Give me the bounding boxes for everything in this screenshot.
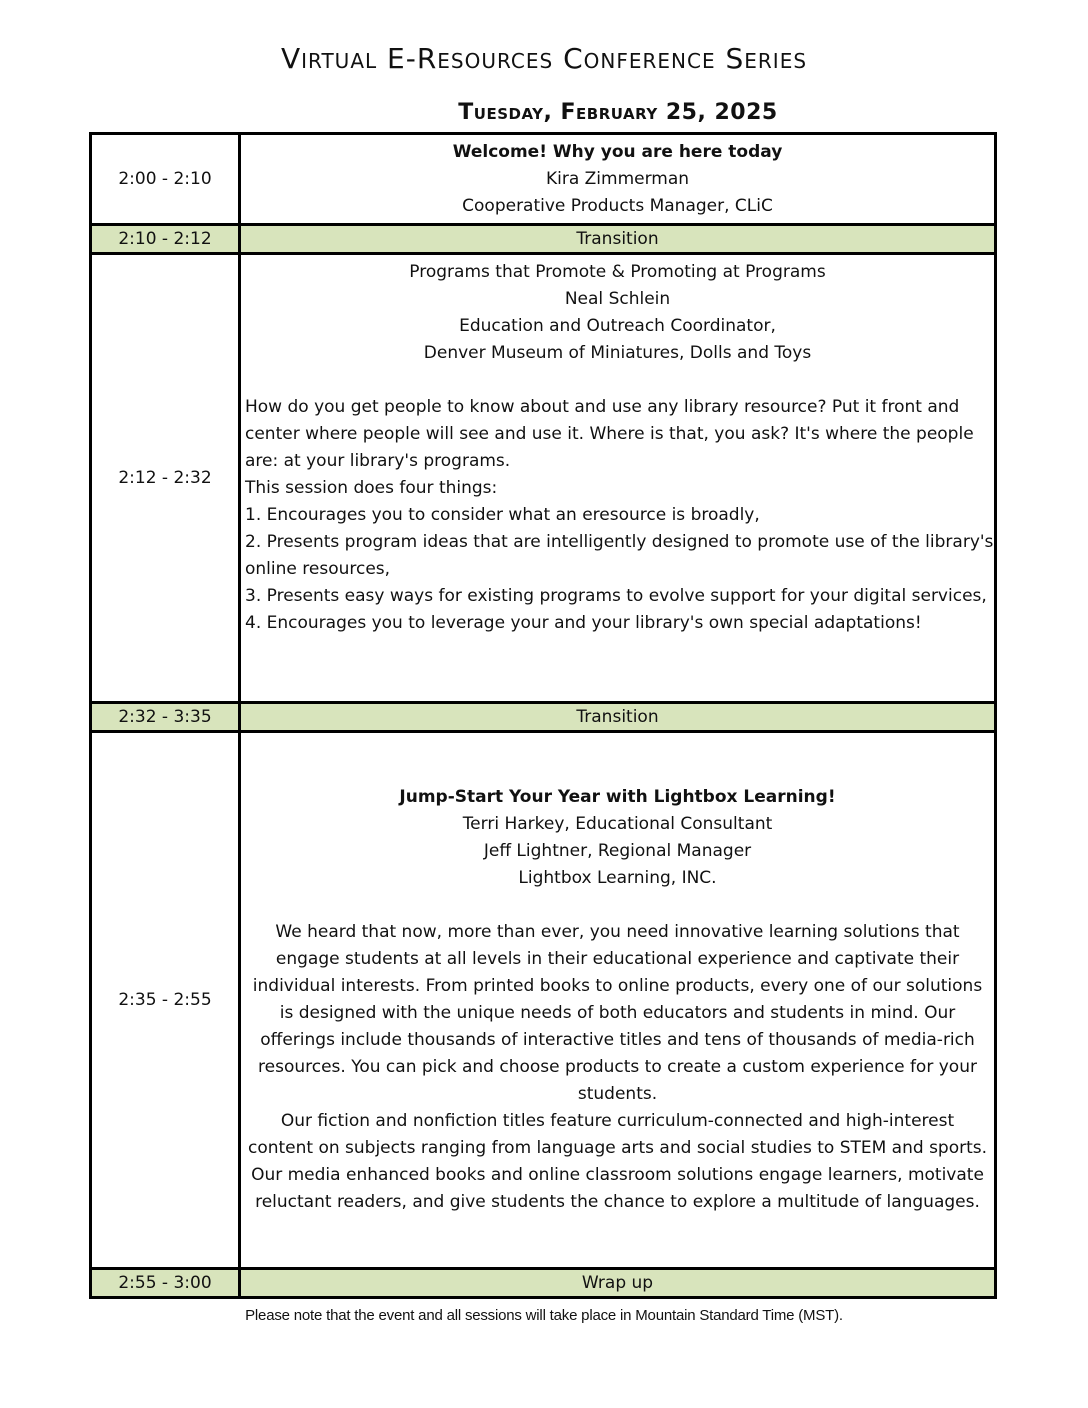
session-description: Our fiction and nonfiction titles feature curriculum-connected and high-interest content on subjects ranging from language arts and social studies to STEM and sports. Our media enhanced books and online classroom solutions engage learners, motivate reluctant readers, and give students the chance to explore a multitude of languages. — [247, 1111, 988, 1212]
session-point: 2. Presents program ideas that are intelligently designed to promote use of the library's online resources, — [245, 532, 994, 579]
session-speaker: Jeff Lightner, Regional Manager — [483, 841, 752, 861]
session-speaker-organization: Denver Museum of Miniatures, Dolls and Toys — [423, 343, 812, 363]
session-row-welcome — [91, 134, 996, 225]
session-intro: This session does four things: — [245, 478, 498, 498]
session-title: Welcome! Why you are here today — [452, 141, 783, 162]
spacer — [247, 892, 988, 919]
session-title: Programs that Promote & Promoting at Programs — [409, 262, 826, 282]
schedule-table — [89, 132, 997, 1299]
session-speaker: Terri Harkey, Educational Consultant — [462, 814, 773, 834]
session-description: We heard that now, more than ever, you need innovative learning solutions that engage students at all levels in their educational experience and captivate their individual interests. From printed books to online products, every one of our solutions is designed with the unique needs of both educators and students in mind. Our offerings include thousands of interactive titles and tens of thousands of media-rich resources. You can pick and choose products to create a custom experience for your students. — [252, 922, 983, 1104]
session-time: 2:35 - 2:55 — [91, 732, 240, 1269]
wrap-up-row — [91, 1269, 996, 1298]
session-speaker: Kira Zimmerman — [545, 168, 690, 189]
session-speaker: Neal Schlein — [564, 289, 671, 309]
event-date: Tuesday, February 25, 2025 — [458, 100, 778, 125]
transition-label: Transition — [240, 225, 996, 254]
session-speaker-role: Cooperative Products Manager, CLiC — [462, 195, 773, 216]
session-time: 2:12 - 2:32 — [91, 254, 240, 703]
session-details — [240, 732, 996, 1269]
session-point: 3. Presents easy ways for existing programs to evolve support for your digital services, — [245, 586, 987, 606]
session-company: Lightbox Learning, INC. — [518, 868, 717, 888]
wrap-up-time: 2:55 - 3:00 — [91, 1269, 240, 1298]
spacer — [241, 367, 994, 394]
session-point: 4. Encourages you to leverage your and your library's own special adaptations! — [245, 613, 922, 633]
timezone-note: Please note that the event and all sessions will take place in Mountain Standard Time (MST). — [245, 1307, 843, 1324]
document-title: Virtual E-Resources Conference Series — [280, 42, 808, 75]
wrap-up-label: Wrap up — [240, 1269, 996, 1298]
transition-label: Transition — [240, 703, 996, 732]
session-details — [240, 134, 996, 225]
transition-time: 2:10 - 2:12 — [91, 225, 240, 254]
session-row-programs — [91, 254, 996, 703]
transition-row — [91, 703, 996, 732]
session-details — [240, 254, 996, 703]
transition-row — [91, 225, 996, 254]
session-description: How do you get people to know about and use any library resource? Put it front and center where people will see and use it. Where is that, you ask? It's where the people are: at your library's programs. — [245, 397, 974, 471]
transition-time: 2:32 - 3:35 — [91, 703, 240, 732]
session-row-lightbox — [91, 732, 996, 1269]
session-speaker-role: Education and Outreach Coordinator, — [459, 316, 776, 336]
session-title: Jump-Start Your Year with Lightbox Learning! — [399, 787, 836, 807]
session-point: 1. Encourages you to consider what an eresource is broadly, — [245, 505, 760, 525]
session-time: 2:00 - 2:10 — [91, 134, 240, 225]
